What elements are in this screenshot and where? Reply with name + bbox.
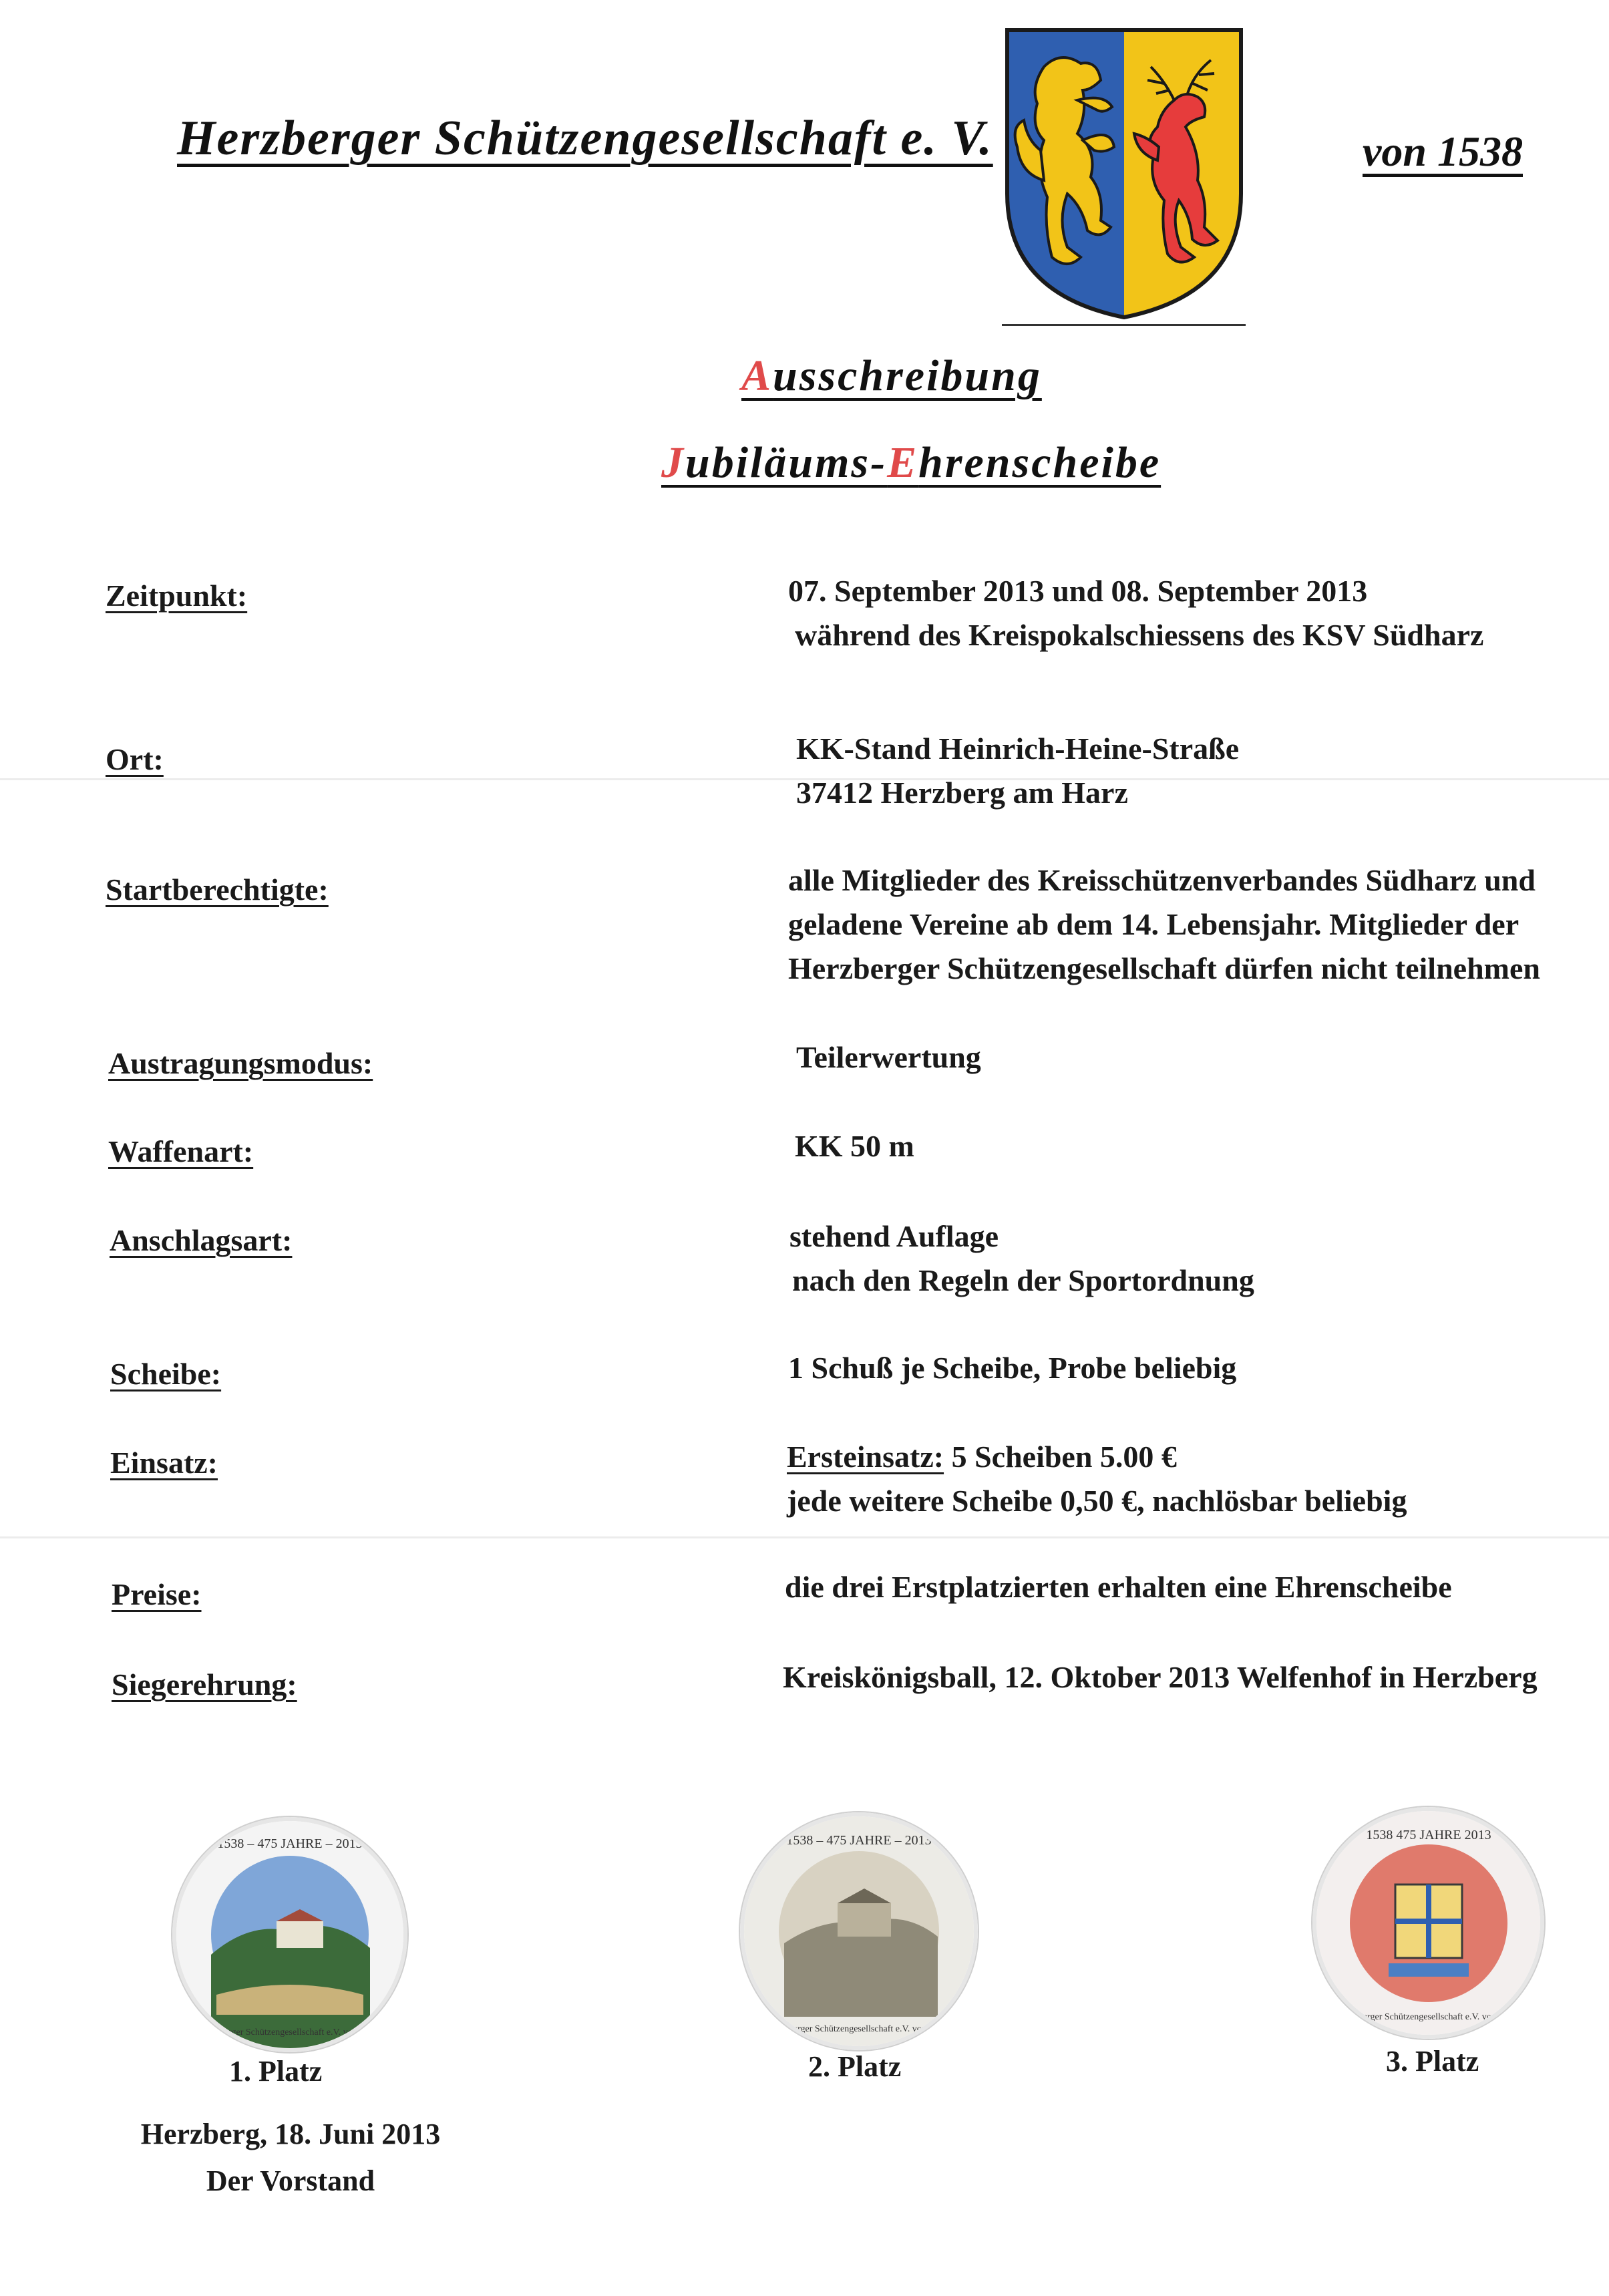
plate-2-rim-top: 1538 – 475 JAHRE – 2013 xyxy=(786,1833,932,1848)
coat-underline xyxy=(1002,324,1246,326)
value-preise: die drei Erstplatzierten erhalten eine Ehrenscheibe xyxy=(785,1570,1452,1604)
prize-plate-2 xyxy=(740,1812,978,2050)
founding-year: von 1538 xyxy=(1363,128,1523,175)
document-title: Ausschreibung xyxy=(741,351,1042,400)
prize-plate-3 xyxy=(1312,1807,1544,2039)
plate-2-rim-bottom: Herzberger Schützengesellschaft e.V. von 1538 xyxy=(770,2024,948,2034)
plate-1-rim-bottom: Herzberger Schützengesellschaft e.V. von 1538 xyxy=(201,2027,379,2037)
value-siegerehrung: Kreiskönigsball, 12. Oktober 2013 Welfenhof in Herzberg xyxy=(783,1660,1538,1694)
value-einsatz: Ersteinsatz: 5 Scheiben 5.00 € jede weitere Scheibe 0,50 €, nachlösbar beliebig xyxy=(787,1440,1407,1518)
plate-3-rim-top: 1538 475 JAHRE 2013 xyxy=(1366,1828,1491,1842)
label-einsatz: Einsatz: xyxy=(110,1446,218,1480)
organization-name: Herzberger Schützengesellschaft e. V. xyxy=(177,111,993,166)
label-scheibe: Scheibe: xyxy=(110,1357,222,1391)
signature-block xyxy=(134,2111,448,2204)
label-waffenart: Waffenart: xyxy=(108,1134,254,1168)
value-ort: KK-Stand Heinrich-Heine-Straße 37412 Herzberg am Harz xyxy=(796,731,1240,810)
coat-of-arms xyxy=(1004,27,1244,321)
value-zeitpunkt: 07. September 2013 und 08. September 2013 während des Kreispokalschiessens des KSV Südharz xyxy=(788,574,1484,652)
prize-place-1: 1. Platz xyxy=(229,2055,323,2088)
signatory: Der Vorstand xyxy=(206,2164,375,2197)
label-austragungsmodus: Austragungsmodus: xyxy=(108,1046,373,1080)
plate-3-rim-bottom: Herzberger Schützengesellschaft e.V. von 1538 xyxy=(1340,2012,1517,2022)
value-waffenart: KK 50 m xyxy=(795,1129,914,1163)
label-ort: Ort: xyxy=(106,742,164,776)
document-subtitle: Jubiläums-Ehrenscheibe xyxy=(661,438,1161,487)
value-austragungsmodus: Teilerwertung xyxy=(796,1040,981,1074)
prize-place-3: 3. Platz xyxy=(1386,2045,1479,2078)
label-anschlagsart: Anschlagsart: xyxy=(110,1223,293,1257)
prize-place-2: 2. Platz xyxy=(808,2050,902,2083)
value-startberechtigte: alle Mitglieder des Kreisschützenverbandes Südharz und geladene Vereine ab dem 14. Lebensjahr. Mitglieder der Herzberger Schützengesellschaft dürfen nicht teilnehmen xyxy=(788,863,1540,985)
value-anschlagsart: stehend Auflage nach den Regeln der Sportordnung xyxy=(789,1219,1254,1297)
paper-fold-line xyxy=(0,1536,1609,1538)
label-startberechtigte: Startberechtigte: xyxy=(106,872,329,907)
value-scheibe: 1 Schuß je Scheibe, Probe beliebig xyxy=(788,1351,1237,1385)
label-preise: Preise: xyxy=(112,1577,202,1611)
place-date: Herzberg, 18. Juni 2013 xyxy=(140,2118,441,2150)
plate-1-rim-top: 1538 – 475 JAHRE – 2013 xyxy=(217,1836,363,1851)
label-zeitpunkt: Zeitpunkt: xyxy=(106,579,248,613)
label-siegerehrung: Siegerehrung: xyxy=(112,1667,297,1701)
prize-plate-1 xyxy=(172,1817,407,2052)
